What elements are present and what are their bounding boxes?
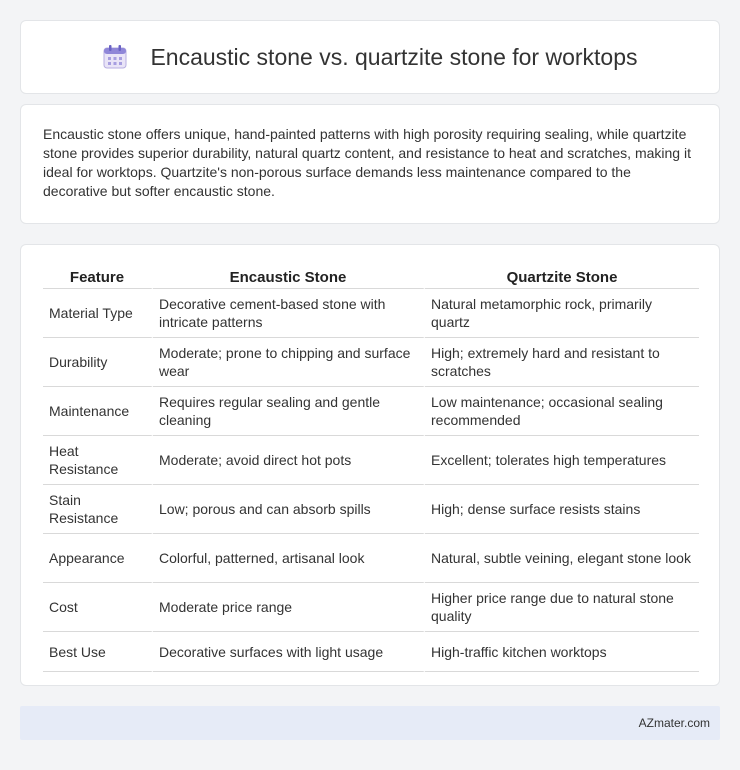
table-header-row [43,263,699,289]
encaustic-cell: Colorful, patterned, artisanal look [153,534,425,583]
footer-brand: AZmater.com [638,716,710,730]
quartzite-cell: Low maintenance; occasional sealing recommended [425,387,699,436]
summary-text: Encaustic stone offers unique, hand-painted patterns with high porosity requiring sealing, while quartzite stone provides superior durability, natural quartz content, and resistance to heat and scratches, making it ideal for worktops. Quartzite's non-porous surface demands less maintenance compared to the decorative but softer encaustic stone. [43,126,691,199]
table-row [43,387,699,436]
feature-cell: Heat Resistance [43,436,153,485]
feature-cell: Appearance [43,534,153,583]
quartzite-cell: Natural metamorphic rock, primarily quartz [425,289,699,338]
table-row [43,436,699,485]
feature-cell: Best Use [43,632,153,672]
table-row [43,289,699,338]
table-row [43,338,699,387]
feature-cell: Stain Resistance [43,485,153,534]
encaustic-cell: Decorative surfaces with light usage [153,632,425,672]
quartzite-cell: High; dense surface resists stains [425,485,699,534]
comparison-table [43,263,699,672]
page-title: Encaustic stone vs. quartzite stone for worktops [150,43,638,70]
quartzite-cell: High; extremely hard and resistant to scratches [425,338,699,387]
header-feature: Feature [43,263,153,289]
encaustic-cell: Requires regular sealing and gentle cleaning [153,387,425,436]
table-row [43,534,699,583]
encaustic-cell: Decorative cement-based stone with intricate patterns [153,289,425,338]
table-row [43,583,699,632]
encaustic-cell: Moderate; avoid direct hot pots [153,436,425,485]
encaustic-cell: Moderate price range [153,583,425,632]
title-card [20,20,720,94]
calendar-icon [102,44,128,70]
header-quartzite: Quartzite Stone [425,263,699,289]
table-row [43,485,699,534]
quartzite-cell: Excellent; tolerates high temperatures [425,436,699,485]
encaustic-cell: Low; porous and can absorb spills [153,485,425,534]
comparison-table-card [20,244,720,686]
summary-card [20,104,720,224]
quartzite-cell: Higher price range due to natural stone quality [425,583,699,632]
feature-cell: Maintenance [43,387,153,436]
table-row [43,632,699,672]
quartzite-cell: Natural, subtle veining, elegant stone look [425,534,699,583]
header-encaustic: Encaustic Stone [153,263,425,289]
feature-cell: Durability [43,338,153,387]
feature-cell: Cost [43,583,153,632]
footer-bar [20,706,720,740]
feature-cell: Material Type [43,289,153,338]
quartzite-cell: High-traffic kitchen worktops [425,632,699,672]
encaustic-cell: Moderate; prone to chipping and surface wear [153,338,425,387]
